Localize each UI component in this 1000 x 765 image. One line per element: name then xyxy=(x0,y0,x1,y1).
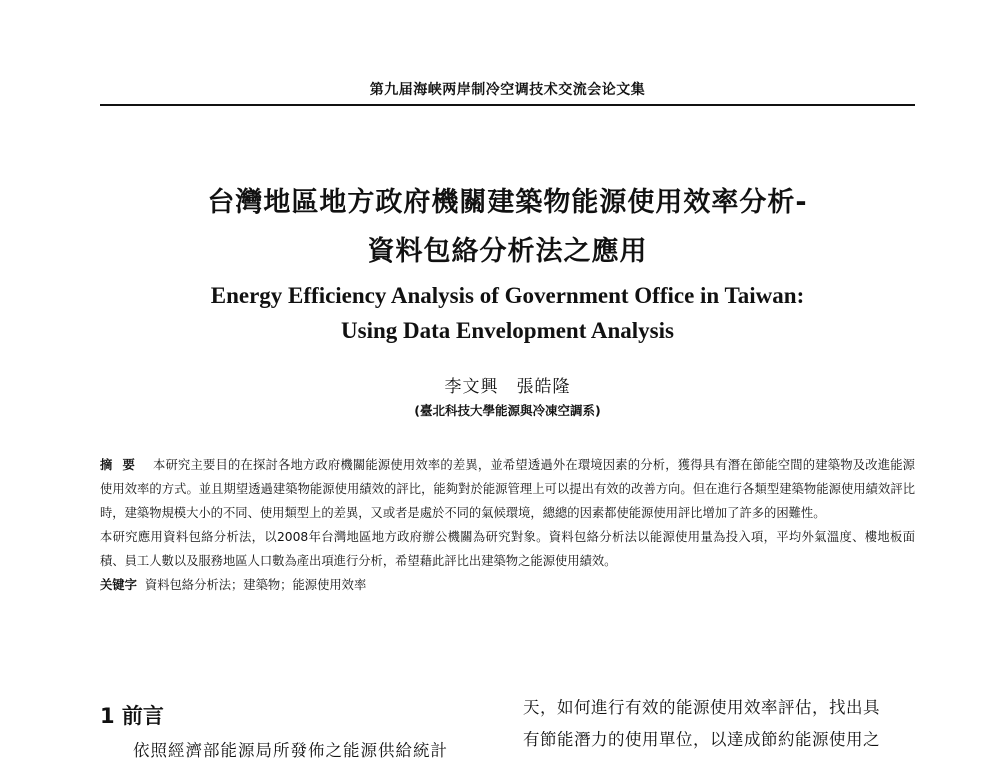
abstract-label: 摘要 xyxy=(100,458,145,472)
keywords xyxy=(100,573,915,597)
running-header: 第九届海峡两岸制冷空调技术交流会论文集 xyxy=(369,82,646,98)
affiliation: (臺北科技大學能源與冷凍空調系) xyxy=(414,403,601,418)
abstract-text-1: 本研究主要目的在探討各地方政府機關能源使用效率的差異，並希望透過外在環境因素的分析，獲得具有潛在節能空間的建築物及改進能源使用效率的方式。並且期望透過建築物能源使用績效的評比，能夠對於能源管理上可以提出有效的改善方向。但在進行各類型建築物能源使用績效評比時，建築物規模大小的不同、使用類型上的差異，又或者是處於不同的氣候環境，總總的因素都使能源使用評比增加了許多的困難性。 xyxy=(100,458,915,520)
authors: 李文興 張皓隆 xyxy=(444,377,571,397)
section-heading-introduction: 1 前言 xyxy=(100,704,164,728)
body-right-column xyxy=(523,692,915,756)
title-chinese-line2: 資料包絡分析法之應用 xyxy=(367,236,648,267)
abstract-paragraph-1 xyxy=(100,453,915,525)
title-english-line1: Energy Efficiency Analysis of Government Office in Taiwan: xyxy=(210,283,805,308)
title-english-line2: Using Data Envelopment Analysis xyxy=(341,318,674,343)
body-right-line-1: 天，如何進行有效的能源使用效率評估，找出具 xyxy=(523,698,880,717)
header-rule xyxy=(100,104,915,106)
title-chinese-line1: 台灣地區地方政府機關建築物能源使用效率分析- xyxy=(207,187,808,218)
body-left-column: 依照經濟部能源局所發佈之能源供給統計 xyxy=(133,741,448,760)
keywords-label: 关键字 xyxy=(100,578,137,592)
keywords-text: 資料包絡分析法；建築物；能源使用效率 xyxy=(144,578,367,592)
abstract xyxy=(100,453,915,597)
body-right-line-2: 有節能潛力的使用單位，以達成節約能源使用之 xyxy=(523,730,880,749)
abstract-paragraph-2: 本研究應用資料包絡分析法，以2008年台灣地區地方政府辦公機關為研究對象。資料包絡分析法以能源使用量為投入項，平均外氣溫度、樓地板面積、員工人數以及服務地區人口數為產出項進行分析，希望藉此評比出建築物之能源使用績效。 xyxy=(100,530,915,568)
